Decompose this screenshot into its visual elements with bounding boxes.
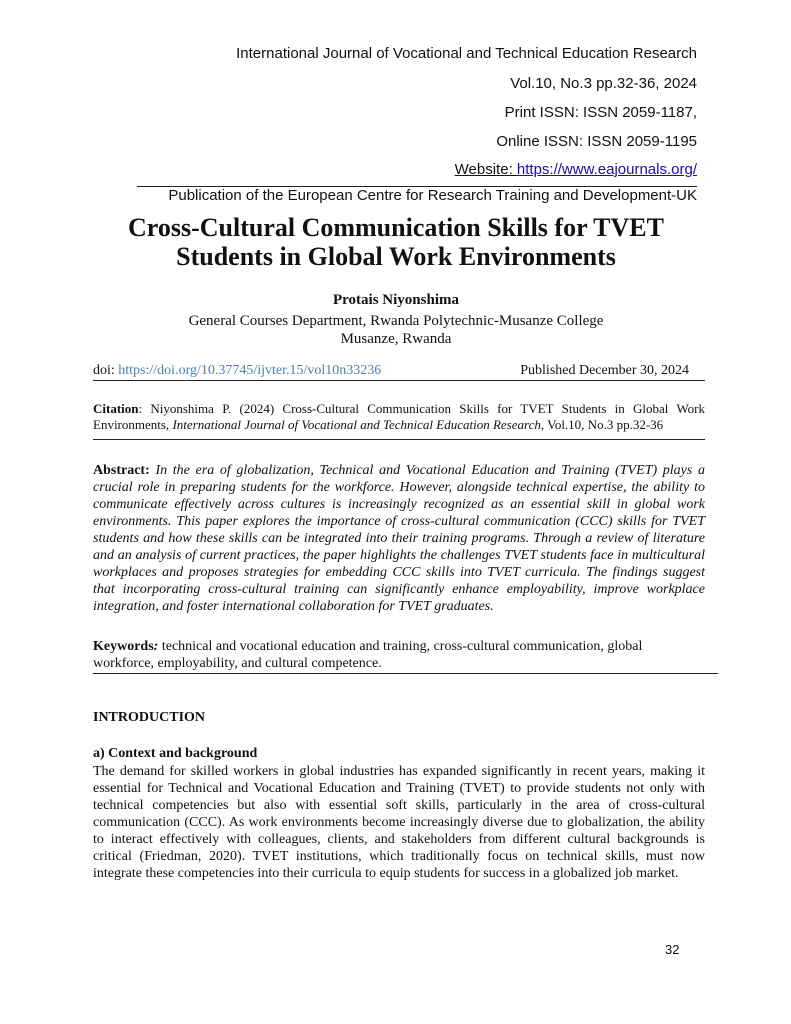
- affiliation-line-2: Musanze, Rwanda: [340, 331, 452, 347]
- abstract-block: [93, 462, 705, 615]
- page-number: 32: [665, 942, 680, 957]
- citation-text-b: , Vol.10, No.3 pp.32-36: [540, 417, 664, 432]
- doi-label: doi:: [93, 363, 119, 378]
- citation-block: [93, 401, 705, 433]
- citation-label: Citation: [93, 401, 139, 416]
- website-label: Website:: [454, 161, 517, 178]
- citation-divider: [93, 439, 705, 440]
- affiliation-line-1: General Courses Department, Rwanda Polytechnic-Musanze College: [188, 313, 604, 329]
- volume-info: Vol.10, No.3 pp.32-36, 2024: [510, 75, 697, 92]
- journal-name: International Journal of Vocational and Technical Education Research: [236, 45, 697, 62]
- doi-row: [93, 363, 705, 379]
- paper-title: [95, 213, 697, 271]
- publisher-line: Publication of the European Centre for Research Training and Development-UK: [168, 187, 697, 204]
- abstract-text: In the era of globalization, Technical and Vocational Education and Training (TVET) plays a crucial role in preparing students for the workforce. However, alongside technical expertise, the ability to communicate effectively across cultures is increasingly recognized as an essential skill in global work environments. This paper explores the importance of cross-cultural communication (CCC) skills for TVET students and how these skills can be integrated into their training programs. Through a review of literature and an analysis of current practices, the paper highlights the challenges TVET students face in multicultural workplaces and proposes strategies for embedding CCC skills into TVET curricula. The findings suggest that incorporating cross-cultural training can significantly enhance employability, improve workplace integration, and foster international collaboration for TVET graduates.: [93, 463, 705, 614]
- online-issn: Online ISSN: ISSN 2059-1195: [496, 133, 697, 150]
- published-date: Published December 30, 2024: [520, 363, 689, 378]
- doi-link[interactable]: https://doi.org/10.37745/ijvter.15/vol10n33236: [118, 363, 382, 378]
- abstract-label: Abstract:: [93, 463, 150, 478]
- title-line-2: Students in Global Work Environments: [176, 242, 616, 271]
- citation-journal: International Journal of Vocational and Technical Education Research: [172, 417, 541, 432]
- website-link[interactable]: https://www.eajournals.org/: [516, 161, 697, 178]
- author-name: Protais Niyonshima: [333, 292, 459, 308]
- citation-text-a: : Niyonshima P. (2024) Cross-Cultural Communication Skills for TVET Students in Global Work Environments,: [93, 401, 705, 432]
- doi-divider: [93, 380, 705, 381]
- keywords-block: [93, 638, 705, 672]
- body-paragraph: The demand for skilled workers in global industries has expanded significantly in recent years, making it essential for Technical and Vocational Education and Training (TVET) to provide students not only with technical competencies but also with essential soft skills, particularly in the area of cross-cultural communication (CCC). As work environments become increasingly diverse due to globalization, the ability to interact effectively with colleagues, clients, and stakeholders from different cultural backgrounds is critical (Friedman, 2020). TVET institutions, which traditionally focus on technical skills, must now integrate these competencies into their curricula to equip students for success in a globalized job market.: [93, 764, 705, 881]
- print-issn: Print ISSN: ISSN 2059-1187,: [504, 104, 697, 121]
- keywords-divider: [93, 673, 718, 674]
- keywords-colon: :: [153, 639, 159, 654]
- keywords-label: Keywords: [93, 639, 154, 654]
- author-affiliation: [95, 312, 697, 348]
- website-line: [0, 161, 697, 179]
- title-line-1: Cross-Cultural Communication Skills for TVET: [128, 213, 664, 242]
- section-heading: INTRODUCTION: [93, 710, 206, 725]
- subsection-heading: a) Context and background: [93, 746, 258, 761]
- keywords-text: technical and vocational education and training, cross-cultural communication, global workforce, employability, and cultural competence.: [93, 639, 643, 671]
